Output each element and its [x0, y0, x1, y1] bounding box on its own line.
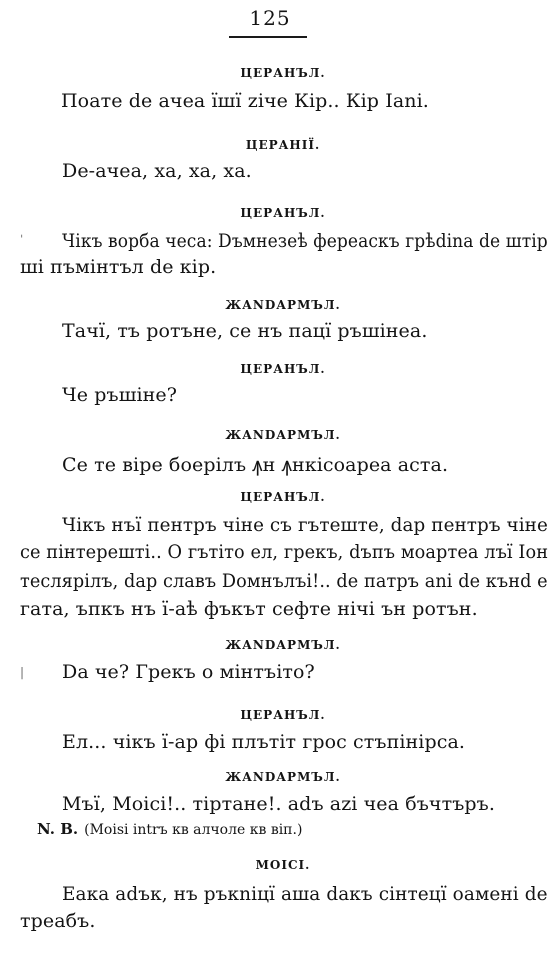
stage-direction [37, 820, 302, 838]
page-number: 125 [249, 6, 291, 30]
dialogue-line: Еака adък, нъ ръкnіцї аша dакъ сінтецї оамені de [62, 883, 548, 905]
margin-mark: ˈ [20, 233, 24, 247]
speaker-label: ЖАNDАРМЪЛ. [225, 770, 341, 784]
margin-mark: | [20, 665, 25, 679]
nb-label: N. B. [37, 820, 79, 838]
dialogue-line: Поате de ачеа їшї zіче Кір.. Кір Іanі. [61, 90, 429, 112]
dialogue-line: Чікъ ворба чеса: Dъмнезеѣ фереаскъ грѣdina de штір [62, 230, 548, 252]
dialogue-line: De-ачеа, ха, ха, ха. [62, 160, 252, 182]
dialogue-line: Da че? Грекъ о мінтъіто? [62, 661, 315, 683]
dialogue-line: Ел... чікъ ї-ар фі плътіт грос стъпінірса. [62, 731, 466, 753]
dialogue-line: ші пъмінтъл de кір. [20, 256, 217, 278]
dialogue-line: Се те віре боерілъ ꙟн ꙟнкісоареа аста. [62, 454, 449, 476]
speaker-label: ЖАNDАРМЪЛ. [225, 638, 341, 652]
speaker-label: ЦЕРАНЪЛ. [240, 490, 326, 504]
speaker-label: ЖАNDАРМЪЛ. [225, 428, 341, 442]
header-rule [229, 36, 307, 38]
dialogue-line: теслярілъ, dар славъ Dомнълъі!.. de патръ anі de кънd е [20, 570, 548, 592]
speaker-label: ЦЕРАНЪЛ. [240, 206, 326, 220]
dialogue-line: Мъї, Моісі!.. тіртане!. adъ azі чеа бъчтъръ. [62, 793, 495, 815]
speaker-label: ЖАNDАРМЪЛ. [225, 298, 341, 312]
dialogue-line: гата, ъпкъ нъ ї-аѣ фъкът сефте нічі ън ротън. [20, 598, 478, 620]
speaker-label: ЦЕРАНЪЛ. [240, 708, 326, 722]
dialogue-line: се пінтерешті.. О гътіто ел, грекъ, dъпъ моартеа лъї Іон [20, 541, 549, 563]
speaker-label: МОІСІ. [255, 858, 311, 872]
speaker-label: ЦЕРАНЪЛ. [240, 362, 326, 376]
dialogue-line: Чікъ нъї пентръ чіне съ гътеште, dар пентръ чіне [62, 514, 548, 536]
speaker-label: ЦЕРАНІЇ. [245, 138, 321, 152]
dialogue-line: треабъ. [20, 910, 96, 932]
dialogue-line: Че ръшіне? [62, 384, 178, 406]
nb-text: (Moisi intrъ кв алчоле кв віп.) [84, 822, 303, 838]
speaker-label: ЦЕРАНЪЛ. [240, 66, 326, 80]
dialogue-line: Тачї, тъ ротъне, се нъ пацї ръшінеа. [62, 320, 428, 342]
